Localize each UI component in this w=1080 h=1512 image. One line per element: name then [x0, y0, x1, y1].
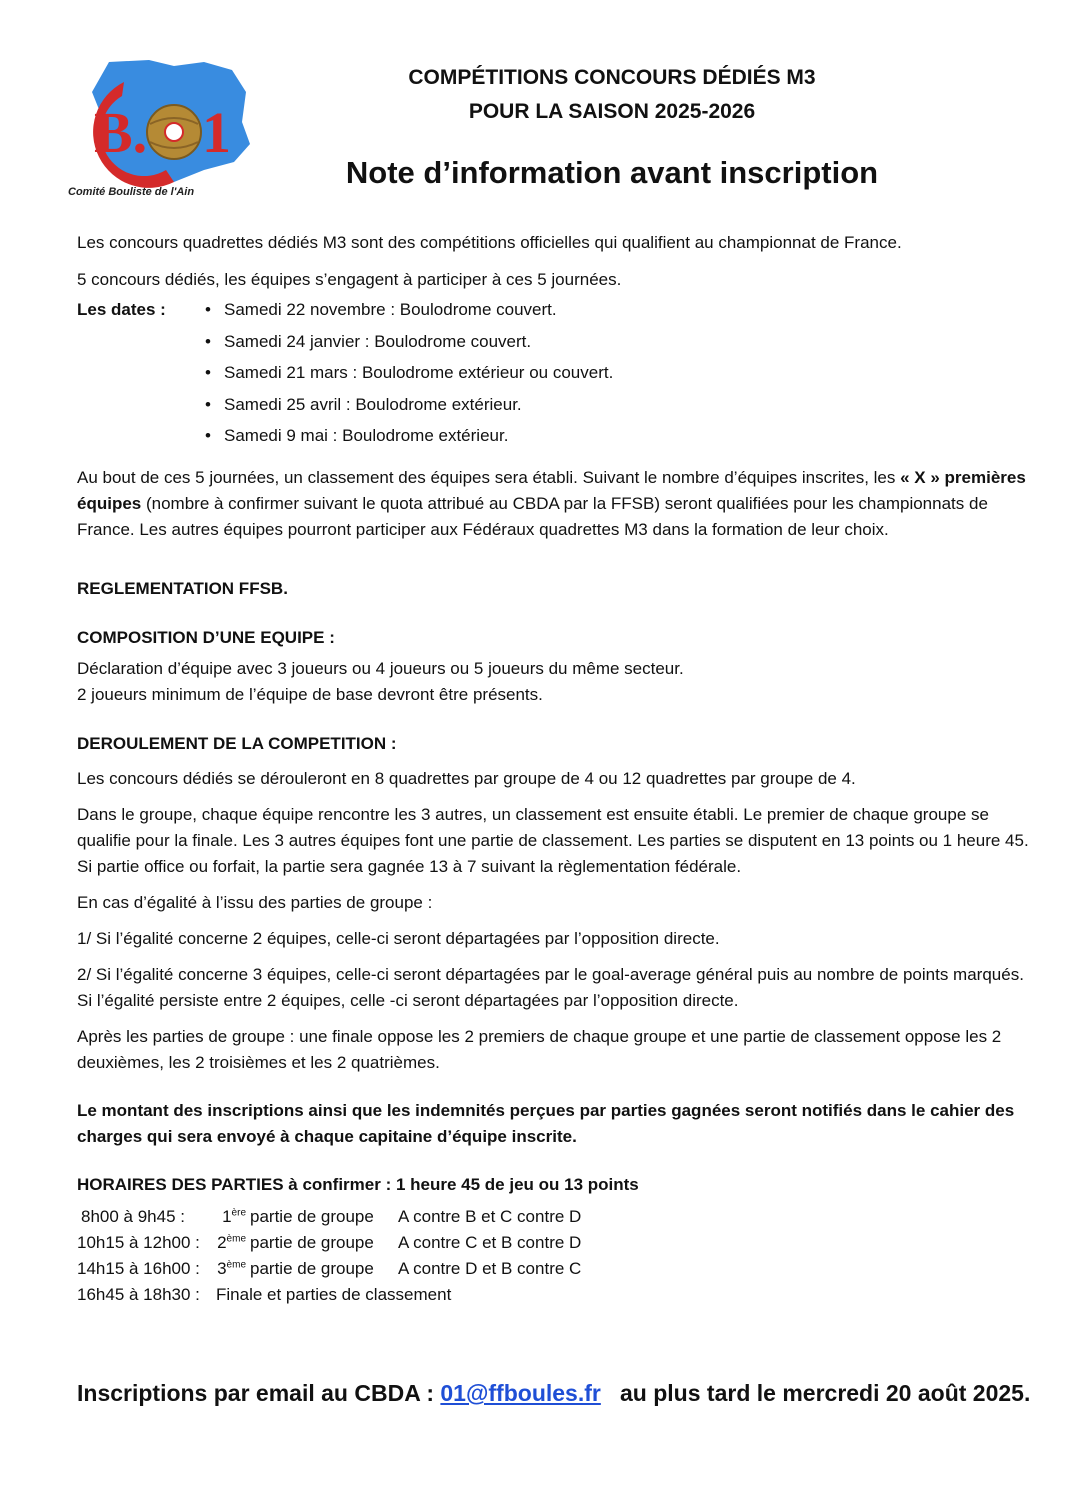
- deroulement-paragraph-2: Dans le groupe, chaque équipe rencontre les 3 autres, un classement est ensuite établi. Le premier de chaque groupe se qualifie pour la finale. Les 3 autres équipes font une partie de classement. Les parties se disputent en 13 points ou 1 heure 45. Si partie office ou forfait, la partie sera gagnée 13 à 7 suivant la règlementation fédérale.: [77, 804, 1029, 876]
- document-title-line1: COMPÉTITIONS CONCOURS DÉDIÉS M3: [408, 66, 816, 89]
- montant-paragraph: Le montant des inscriptions ainsi que les indemnités perçues par parties gagnées seront notifiés dans le cahier des charges qui sera envoyé à chaque capitaine d’équipe inscrite.: [77, 1100, 1015, 1146]
- reglementation-heading: REGLEMENTATION FFSB.: [77, 578, 288, 598]
- schedule-time: 10h15 à 12h00 :: [77, 1232, 200, 1252]
- deroulement-paragraph-4: 1/ Si l’égalité concerne 2 équipes, celle-ci seront départagées par l’opposition directe.: [77, 928, 720, 948]
- composition-line-2: 2 joueurs minimum de l’équipe de base devront être présents.: [77, 684, 543, 704]
- date-item: • Samedi 22 novembre : Boulodrome couvert.: [205, 297, 613, 329]
- schedule-table: [77, 1204, 1042, 1308]
- ranking-paragraph: [77, 465, 1042, 543]
- document-body: [77, 230, 1042, 1308]
- horaires-heading: HORAIRES DES PARTIES à confirmer : 1 heure 45 de jeu ou 13 points: [77, 1174, 639, 1194]
- schedule-time: 14h15 à 16h00 :: [77, 1258, 200, 1278]
- schedule-round: 3ème: [217, 1258, 246, 1278]
- cbda-logo: [54, 52, 254, 202]
- schedule-row: [77, 1204, 1042, 1230]
- schedule-label: partie de groupe: [250, 1206, 374, 1226]
- schedule-row: [77, 1282, 1042, 1308]
- schedule-round: 1ère: [222, 1206, 246, 1226]
- schedule-label: Finale et parties de classement: [216, 1284, 452, 1304]
- schedule-label: partie de groupe: [250, 1232, 374, 1252]
- date-item: • Samedi 25 avril : Boulodrome extérieur.: [205, 392, 613, 424]
- schedule-row: [77, 1256, 1042, 1282]
- logo-caption: Comité Bouliste de l'Ain: [68, 186, 195, 198]
- inscription-deadline: au plus tard le mercredi 20 août 2025.: [620, 1380, 1031, 1406]
- schedule-time: 8h00 à 9h45 :: [81, 1206, 185, 1226]
- schedule-match: A contre D et B contre C: [398, 1258, 582, 1278]
- svg-text:1: 1: [202, 100, 231, 165]
- schedule-time: 16h45 à 18h30 :: [77, 1284, 200, 1304]
- schedule-row: [77, 1230, 1042, 1256]
- schedule-match: A contre C et B contre D: [398, 1232, 582, 1252]
- document-title-line2: POUR LA SAISON 2025-2026: [468, 100, 756, 123]
- intro-paragraph-2: 5 concours dédiés, les équipes s’engagent à participer à ces 5 journées.: [77, 270, 622, 289]
- inscription-prefix: Inscriptions par email au CBDA :: [77, 1380, 441, 1406]
- inscription-email-link[interactable]: 01@ffboules.fr: [440, 1380, 601, 1406]
- composition-line-1: Déclaration d’équipe avec 3 joueurs ou 4 joueurs ou 5 joueurs du même secteur.: [77, 658, 684, 678]
- date-item: • Samedi 21 mars : Boulodrome extérieur ou couvert.: [205, 360, 613, 392]
- deroulement-paragraph-6: Après les parties de groupe : une finale oppose les 2 premiers de chaque groupe et une partie de classement oppose les 2 deuxièmes, les 2 troisièmes et les 2 quatrièmes.: [77, 1026, 1002, 1072]
- date-item: • Samedi 9 mai : Boulodrome extérieur.: [205, 423, 613, 455]
- svg-text:B.: B.: [94, 100, 148, 165]
- deroulement-paragraph-5: 2/ Si l’égalité concerne 3 équipes, celle-ci seront départagées par le goal-average général puis au nombre de points marqués. Si l’égalité persiste entre 2 équipes, celle -ci seront départagées par l’opposition directe.: [77, 964, 1024, 1010]
- ranking-qualified-count: « X » premières équipes: [77, 467, 1026, 513]
- schedule-match: A contre B et C contre D: [398, 1206, 582, 1226]
- date-item: • Samedi 24 janvier : Boulodrome couvert.: [205, 329, 613, 361]
- intro-paragraph-1: Les concours quadrettes dédiés M3 sont des compétitions officielles qui qualifient au championnat de France.: [77, 233, 902, 252]
- ranking-text-1: Au bout de ces 5 journées, un classement des équipes sera établi. Suivant le nombre d’équipes inscrites, les: [77, 467, 896, 487]
- schedule-round: 2ème: [217, 1232, 246, 1252]
- dates-label: Les dates :: [77, 300, 166, 319]
- document-subtitle: Note d’information avant inscription: [345, 155, 879, 190]
- dates-section: [77, 297, 1042, 455]
- deroulement-paragraph-1: Les concours dédiés se dérouleront en 8 quadrettes par groupe de 4 ou 12 quadrettes par groupe de 4.: [77, 768, 856, 788]
- schedule-label: partie de groupe: [250, 1258, 374, 1278]
- inscription-line: [77, 1380, 1030, 1407]
- deroulement-paragraph-3: En cas d’égalité à l’issu des parties de groupe :: [77, 892, 433, 912]
- deroulement-heading: DEROULEMENT DE LA COMPETITION :: [77, 733, 397, 753]
- dates-list: [205, 297, 613, 455]
- composition-heading: COMPOSITION D’UNE EQUIPE :: [77, 627, 335, 647]
- ranking-text-2: (nombre à confirmer suivant le quota attribué au CBDA par la FFSB) seront qualifiées pour les championnats de France. Les autres équipes pourront participer aux Fédéraux quadrettes M3 dans la formation de leur choix.: [77, 493, 988, 539]
